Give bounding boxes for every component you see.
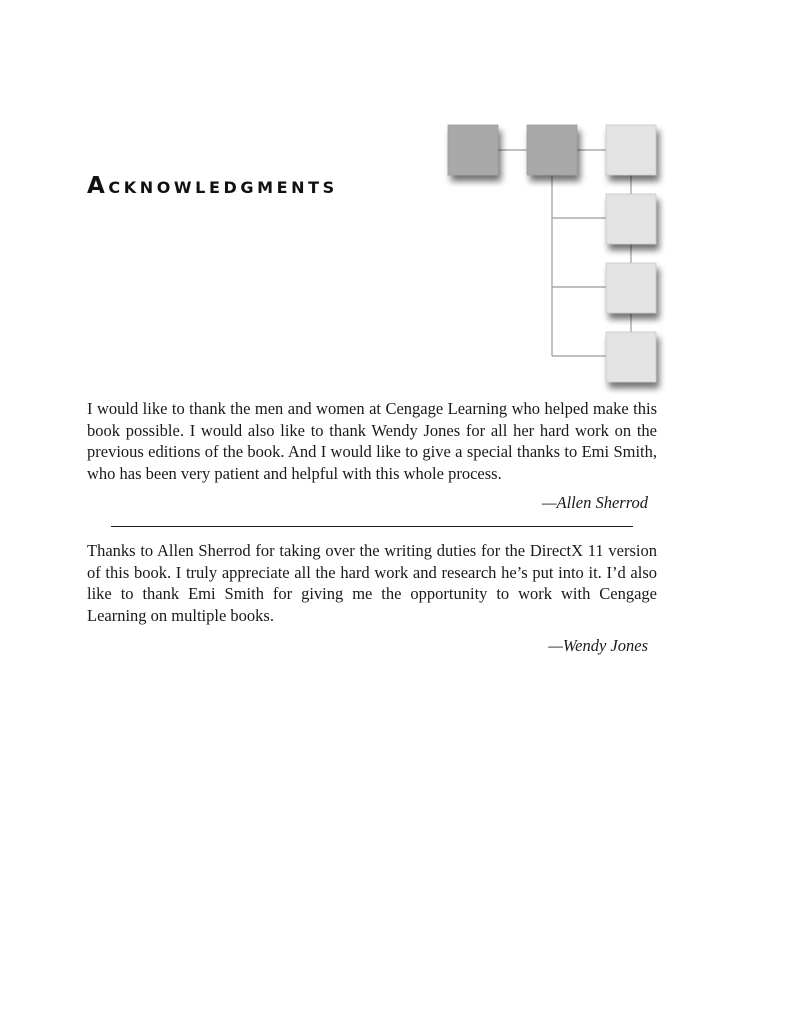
chapter-diagram-decoration <box>420 110 670 400</box>
diagram-box-3 <box>606 125 656 175</box>
diagram-box-4 <box>606 194 656 244</box>
signature-1: —Allen Sherrod <box>541 493 648 512</box>
section-divider <box>111 526 633 527</box>
page-title: Acknowledgments <box>87 173 338 199</box>
diagram-box-6 <box>606 332 656 382</box>
acknowledgment-paragraph-1: I would like to thank the men and women at Cengage Learning who helped make this book possible. I would also like to thank Wendy Jones for all her hard work on the previous editions of the book. And I would like to give a special thanks to Emi Smith, who has been very patient and helpful with this whole process. <box>87 399 657 483</box>
signature-2: —Wendy Jones <box>548 636 648 655</box>
diagram-box-1 <box>448 125 498 175</box>
acknowledgment-paragraph-2: Thanks to Allen Sherrod for taking over the writing duties for the DirectX 11 version of this book. I truly appreciate all the hard work and research he’s put into it. I’d also like to thank Emi Smith for giving me the opportunity to work with Cengage Learning on multiple books. <box>87 541 657 625</box>
diagram-box-2 <box>527 125 577 175</box>
diagram-box-5 <box>606 263 656 313</box>
